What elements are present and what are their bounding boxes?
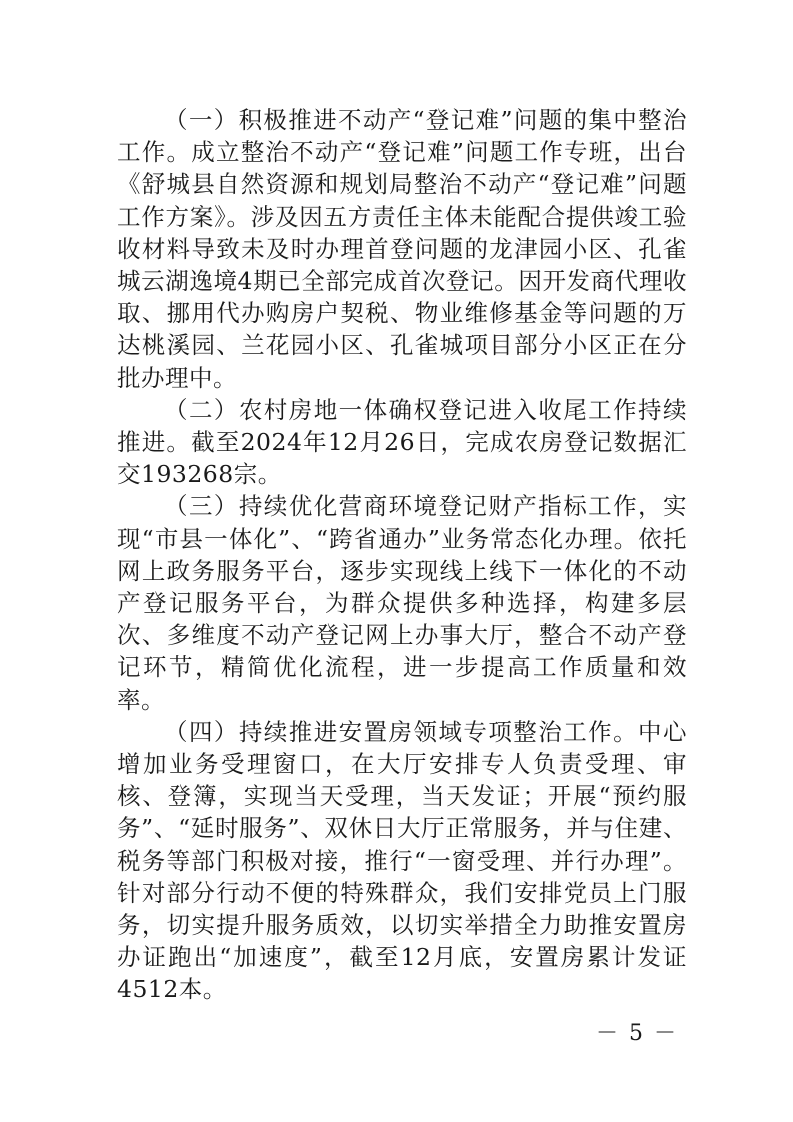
page-number: － 5 －	[596, 1021, 678, 1046]
paragraph-4: （四）持续推进安置房领域专项整治工作。中心增加业务受理窗口，在大厅安排专人负责受理、审核、登簿，实现当天受理，当天发证；开展“预约服务”、“延时服务”、双休日大厅正常服务，并与住建、税务等部门积极对接，推行“一窗受理、并行办理”。针对部分行动不便的特殊群众，我们安排党员上门服务，切实提升服务质效，以切实举措全力助推安置房办证跑出“加速度”，截至12月底，安置房累计发证4512本。	[117, 717, 687, 1004]
document-body	[117, 104, 687, 1006]
paragraph-2: （二）农村房地一体确权登记进入收尾工作持续推进。截至2024年12月26日，完成农房登记数据汇交193268宗。	[117, 395, 687, 489]
paragraph-1: （一）积极推进不动产“登记难”问题的集中整治工作。成立整治不动产“登记难”问题工作专班，出台《舒城县自然资源和规划局整治不动产“登记难”问题工作方案》。涉及因五方责任主体未能配合提供竣工验收材料导致未及时办理首登问题的龙津园小区、孔雀城云湖逸境4期已全部完成首次登记。因开发商代理收取、挪用代办购房户契税、物业维修基金等问题的万达桃溪园、兰花园小区、孔雀城项目部分小区正在分批办理中。	[117, 106, 687, 392]
paragraph-3: （三）持续优化营商环境登记财产指标工作，实现“市县一体化”、“跨省通办”业务常态化办理。依托网上政务服务平台，逐步实现线上线下一体化的不动产登记服务平台，为群众提供多种选择，构建多层次、多维度不动产登记网上办事大厅，整合不动产登记环节，精简优化流程，进一步提高工作质量和效率。	[117, 492, 687, 714]
